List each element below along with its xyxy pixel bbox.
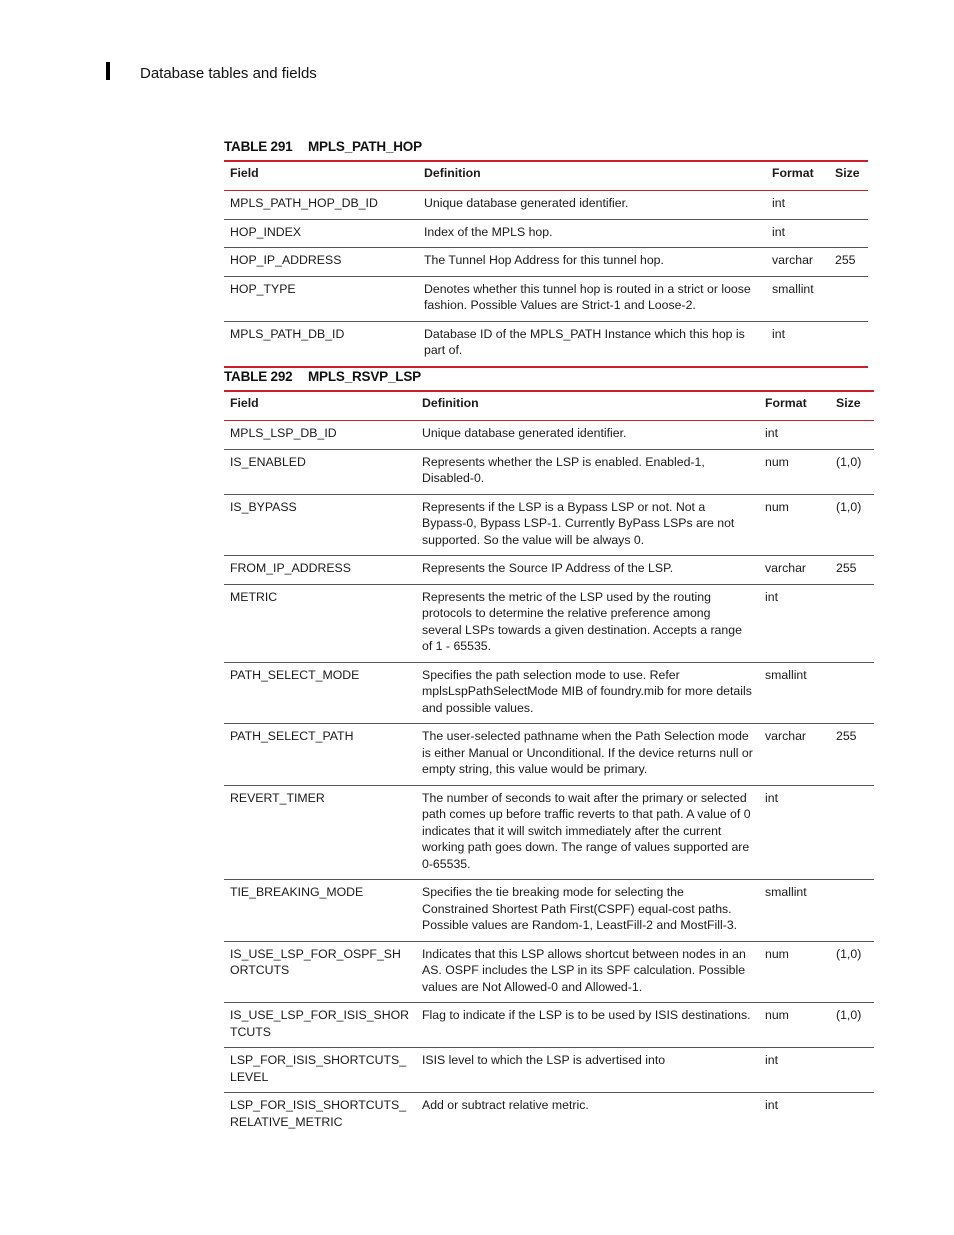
format-cell: smallint: [759, 662, 830, 724]
size-cell: [830, 662, 874, 724]
table-row: [224, 1048, 874, 1093]
table-name: MPLS_PATH_HOP: [308, 139, 422, 154]
table-row: [224, 785, 874, 880]
definition-cell: Add or subtract relative metric.: [422, 1098, 589, 1112]
table-row: [224, 421, 874, 450]
field-cell: PATH_SELECT_MODE: [224, 662, 416, 724]
column-header: Field: [230, 166, 259, 180]
size-cell: [830, 421, 874, 450]
page-header-title: Database tables and fields: [140, 65, 317, 82]
definition-cell: Indicates that this LSP allows shortcut between nodes in an AS. OSPF includes the LSP in its SPF calculation. Possible values are Not Allowed-0 and Allowed-1.: [416, 941, 759, 1003]
format-cell: smallint: [759, 880, 830, 942]
definition-cell: Specifies the tie breaking mode for selecting the Constrained Shortest Path First(CSPF) equal-cost paths. Possible values are Random-1, LeastFill-2 and MostFill-3.: [416, 880, 759, 942]
table-row: [224, 494, 874, 556]
format-cell: int: [759, 584, 830, 662]
column-header: Size: [836, 396, 861, 410]
table-mpls-path-hop: [224, 160, 868, 368]
size-cell: [830, 785, 874, 880]
table-row: [224, 248, 868, 277]
definition-cell: The user-selected pathname when the Path Selection mode is either Manual or Unconditional. If the device returns null or empty string, this value would be primary.: [416, 724, 759, 786]
format-cell: int: [766, 191, 829, 220]
page-margin-bar: [106, 62, 110, 80]
format-cell: int: [759, 421, 830, 450]
table-291-caption: [224, 139, 422, 154]
table-row: [224, 1093, 874, 1138]
definition-cell: The Tunnel Hop Address for this tunnel hop.: [418, 248, 766, 277]
size-cell: 255: [830, 724, 874, 786]
table-row: [224, 662, 874, 724]
field-cell: FROM_IP_ADDRESS: [224, 556, 416, 585]
table-number: TABLE 291: [224, 139, 293, 154]
format-cell: num: [759, 1003, 830, 1048]
table-header-row: [224, 391, 874, 421]
size-cell: 255: [830, 556, 874, 585]
field-cell: MPLS_PATH_DB_ID: [230, 326, 345, 341]
field-cell: IS_USE_LSP_FOR_ISIS_SHORTCUTS: [224, 1003, 416, 1048]
definition-cell: Unique database generated identifier.: [418, 191, 766, 220]
table-row: [224, 941, 874, 1003]
field-cell: IS_ENABLED: [224, 449, 416, 494]
column-header: Format: [772, 166, 814, 180]
format-cell: int: [772, 326, 785, 341]
column-header: Format: [765, 396, 807, 410]
format-cell: int: [766, 219, 829, 248]
table-row: [224, 449, 874, 494]
definition-cell: ISIS level to which the LSP is advertised into: [416, 1048, 759, 1093]
table-row: [224, 556, 874, 585]
table-row: [224, 584, 874, 662]
table-number: TABLE 292: [224, 369, 293, 384]
size-cell: [829, 276, 868, 321]
field-cell: IS_BYPASS: [224, 494, 416, 556]
field-cell: HOP_IP_ADDRESS: [224, 248, 418, 277]
format-cell: smallint: [766, 276, 829, 321]
table-name: MPLS_RSVP_LSP: [308, 369, 421, 384]
format-cell: num: [759, 449, 830, 494]
field-cell: MPLS_LSP_DB_ID: [224, 421, 416, 450]
table-row: [224, 880, 874, 942]
format-cell: int: [759, 1048, 830, 1093]
definition-cell: Represents the Source IP Address of the LSP.: [416, 556, 759, 585]
definition-cell: Denotes whether this tunnel hop is routed in a strict or loose fashion. Possible Values are Strict-1 and Loose-2.: [418, 276, 766, 321]
size-cell: (1,0): [830, 941, 874, 1003]
definition-cell: The number of seconds to wait after the primary or selected path comes up before traffic reverts to that path. A value of 0 indicates that it will switch immediately after the current working path goes down. The range of values supported are 0-65535.: [416, 785, 759, 880]
size-cell: (1,0): [830, 494, 874, 556]
table-row: [224, 219, 868, 248]
table-row: [224, 724, 874, 786]
format-cell: varchar: [759, 556, 830, 585]
table-292-caption: [224, 369, 421, 384]
size-cell: 255: [829, 248, 868, 277]
size-cell: [830, 1093, 874, 1138]
definition-cell: Index of the MPLS hop.: [418, 219, 766, 248]
field-cell: HOP_INDEX: [224, 219, 418, 248]
table-row: [224, 191, 868, 220]
field-cell: PATH_SELECT_PATH: [224, 724, 416, 786]
format-cell: num: [759, 941, 830, 1003]
definition-cell: Specifies the path selection mode to use. Refer mplsLspPathSelectMode MIB of foundry.mib for more details and possible values.: [416, 662, 759, 724]
size-cell: [829, 191, 868, 220]
size-cell: (1,0): [830, 449, 874, 494]
size-cell: (1,0): [830, 1003, 874, 1048]
size-cell: [830, 584, 874, 662]
field-cell: IS_USE_LSP_FOR_OSPF_SHORTCUTS: [224, 941, 416, 1003]
field-cell: METRIC: [224, 584, 416, 662]
size-cell: [829, 219, 868, 248]
field-cell: HOP_TYPE: [224, 276, 418, 321]
format-cell: num: [759, 494, 830, 556]
field-cell: TIE_BREAKING_MODE: [224, 880, 416, 942]
format-cell: varchar: [766, 248, 829, 277]
definition-cell: Database ID of the MPLS_PATH Instance which this hop is part of.: [424, 326, 745, 357]
definition-cell: Unique database generated identifier.: [416, 421, 759, 450]
definition-cell: Represents whether the LSP is enabled. Enabled-1, Disabled-0.: [416, 449, 759, 494]
column-header: Field: [230, 396, 259, 410]
size-cell: [830, 1048, 874, 1093]
definition-cell: Flag to indicate if the LSP is to be used by ISIS destinations.: [416, 1003, 759, 1048]
size-cell: [829, 321, 868, 367]
table-row: [224, 321, 868, 367]
format-cell: int: [765, 1098, 778, 1112]
field-cell: LSP_FOR_ISIS_SHORTCUTS_RELATIVE_METRIC: [230, 1098, 407, 1129]
table-header-row: [224, 161, 868, 191]
field-cell: LSP_FOR_ISIS_SHORTCUTS_LEVEL: [224, 1048, 416, 1093]
definition-cell: Represents if the LSP is a Bypass LSP or not. Not a Bypass-0, Bypass LSP-1. Currently ByPass LSPs are not supported. So the value will be always 0.: [416, 494, 759, 556]
column-header: Definition: [422, 396, 479, 410]
field-cell: MPLS_PATH_HOP_DB_ID: [224, 191, 418, 220]
definition-cell: Represents the metric of the LSP used by the routing protocols to determine the relative preference among several LSPs towards a given destination. Accepts a range of 1 - 65535.: [416, 584, 759, 662]
table-row: [224, 1003, 874, 1048]
field-cell: REVERT_TIMER: [224, 785, 416, 880]
format-cell: varchar: [759, 724, 830, 786]
column-header: Definition: [424, 166, 481, 180]
table-mpls-rsvp-lsp: [224, 390, 874, 1137]
size-cell: [830, 880, 874, 942]
table-row: [224, 276, 868, 321]
column-header: Size: [835, 166, 860, 180]
format-cell: int: [759, 785, 830, 880]
